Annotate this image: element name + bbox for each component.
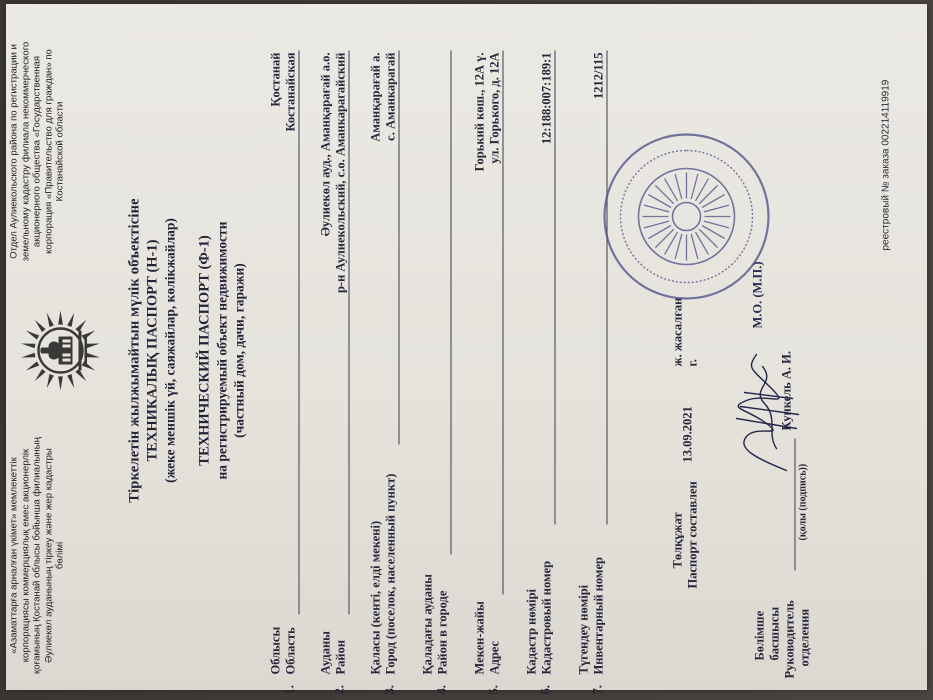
field-label-ru: Кадастровый номер (539, 560, 553, 674)
header-kz-line: қоғамының Қостанай облысы бойынша филиалының (31, 436, 43, 674)
emblem-ray (81, 361, 94, 370)
field-label-ru: Адрес (487, 640, 501, 674)
stamp-ray (643, 221, 668, 228)
field-underline (502, 50, 503, 594)
official-round-stamp (600, 130, 772, 302)
title-kz-line-1: Тіркелетін жылжымайтын мүлік объектісіне (126, 197, 142, 503)
field-label-kz: Облысы (268, 626, 282, 674)
title-ru-line-1: ТЕХНИЧЕСКИЙ ПАСПОРТ (Ф-1) (196, 234, 212, 466)
header-ru-line: акционерного общества «Государственная (31, 55, 43, 247)
emblem-ray (46, 312, 53, 326)
compiled-date: 13.09.2021 (680, 405, 694, 462)
field-label-ru: Район в городе (435, 590, 449, 674)
field-underline (398, 50, 399, 444)
stamp-ray (703, 205, 728, 212)
header-ru-line: Отдел Аулиекольского района по регистрации и (8, 43, 19, 259)
field-underline (450, 50, 451, 554)
title-kz-line-2: ТЕХНИКАЛЫҚ ПАСПОРТ (Н-1) (144, 239, 160, 461)
emblem-ray (85, 343, 99, 348)
passport-compiled-row (668, 0, 712, 700)
field-value-kz: Горький көш., 12А ү. (472, 52, 486, 171)
header-ru-department (8, 14, 66, 288)
field-address (470, 44, 510, 694)
header-ru-line: Костанайской области (54, 101, 66, 201)
title-ru-line-2: на регистрируемый объект недвижимости (214, 221, 229, 479)
stamp-ray (702, 225, 725, 238)
compiled-suffix-ru: г. (685, 358, 699, 366)
field-underline (298, 50, 299, 614)
header-kz-line: корпорациясы коммерциялық емес акционерлік (19, 448, 31, 662)
field-number: 4. (434, 684, 448, 694)
field-label-kz: Қаладағы ауданы (420, 573, 434, 674)
field-label-ru: Город (поселок, населенный пункт) (383, 473, 397, 674)
field-region (266, 44, 306, 694)
field-cadastral-number (522, 44, 562, 694)
emblem-ray (58, 310, 63, 324)
field-value-ru: 1212/115 (591, 52, 605, 99)
field-number: 3. (382, 684, 396, 694)
emblem-ray (25, 330, 38, 339)
field-label-kz: Түгендеу нөмірі (576, 584, 590, 674)
head-name: Кункель А. И. (779, 350, 793, 430)
field-value-ru: р-н Аулиекольский, с.о. Аманкарагайский (333, 52, 347, 293)
field-underline (554, 50, 555, 524)
handwritten-signature (716, 348, 806, 478)
field-number: 2. (332, 684, 346, 694)
header-ru-line: земельному кадастру филиала некоммерческого (19, 41, 31, 261)
stamp-placeholder-label: М.О. (М.П.) (750, 261, 764, 328)
header-kz-line: бөлімі (54, 541, 66, 569)
title-kz-line-3: (жеке меншік үй, саяжайлар, көлікжайлар) (162, 217, 177, 483)
field-value-ru: 12:188:007:189:1 (539, 52, 553, 144)
stamp-ray (702, 194, 725, 207)
signature-caption: (қолы (подпись)) (797, 463, 808, 540)
field-number: 6. (538, 684, 552, 694)
stamp-ray (675, 233, 682, 258)
head-title-kz-1: Бөлімше (752, 610, 766, 660)
field-value-kz: Қостанай (268, 52, 282, 107)
field-number: 5. (486, 684, 500, 694)
header-ru-line: корпорация «Правительство для граждан» по (42, 48, 54, 254)
stamp-ray (691, 173, 698, 198)
field-label-ru: Область (283, 626, 297, 674)
field-value-ru: ул. Горького, д. 12А (487, 52, 501, 164)
emblem-ray (21, 343, 35, 348)
emblem-ray (81, 330, 94, 339)
head-title-ru-1: Руководитель (782, 599, 796, 678)
head-title-ru-2: отделения (797, 608, 811, 666)
field-value-kz: Аманқарағай а. (368, 52, 382, 142)
field-label-kz: Мекен-жайы (472, 600, 486, 674)
emblem-ray (58, 376, 63, 390)
stamp-ray (664, 232, 677, 255)
field-label-ru: Инвентарный номер (591, 556, 605, 674)
field-value-kz: Әулиекөл ауд., Аманқарағай а.о. (318, 52, 332, 236)
field-number: 1. (282, 684, 296, 694)
header-kz-line: «Азаматтарға арналған үкімет» мемлекеттік (8, 456, 19, 654)
stamp-ray (699, 229, 717, 247)
field-number: 7. (590, 684, 604, 694)
header-kz-department (8, 424, 66, 686)
compiled-label-ru: Паспорт составлен (685, 480, 699, 588)
stamp-ray (675, 173, 682, 198)
field-underline (348, 50, 349, 614)
field-label-kz: Кадастр нөмірі (524, 588, 538, 674)
emblem-ray (21, 352, 35, 357)
state-corporation-emblem-icon (12, 306, 104, 394)
stamp-ray (695, 232, 708, 255)
field-label-kz: Ауданы (318, 630, 332, 674)
field-value-ru: Костанайская (283, 52, 297, 132)
stamp-ray (648, 194, 671, 207)
emblem-ray (85, 352, 99, 357)
compiled-suffix-kz: ж. жасалған (670, 297, 684, 366)
field-district (316, 44, 356, 694)
header-kz-line: Әулиекөл ауданының тіркеу және жер кадастры (42, 447, 54, 663)
title-ru-line-3: (частный дом, дачи, гаражи) (231, 262, 246, 438)
stamp-ray (643, 205, 668, 212)
stamp-ray (691, 233, 698, 258)
stamp-ray (703, 221, 728, 228)
compiled-label-kz: Төлқұжат (670, 511, 684, 568)
field-city (366, 44, 406, 694)
field-city-district (418, 44, 458, 694)
emblem-ray (34, 368, 45, 380)
field-label-kz: Қаласы (кенті, елді мекені) (368, 520, 382, 674)
emblem-ray (67, 312, 74, 326)
emblem-ray (46, 374, 53, 388)
emblem-ray (34, 319, 45, 331)
stamp-ray (664, 178, 677, 201)
field-label-ru: Район (333, 639, 347, 674)
registry-order-number: реестровый № заказа 002214119919 (880, 79, 891, 250)
field-value-ru: с. Аманкарагай (383, 52, 397, 141)
emblem-ray (75, 319, 86, 331)
head-title-kz-2: басшысы (767, 606, 781, 660)
emblem-ray (67, 374, 74, 388)
emblem-ray (25, 361, 38, 370)
